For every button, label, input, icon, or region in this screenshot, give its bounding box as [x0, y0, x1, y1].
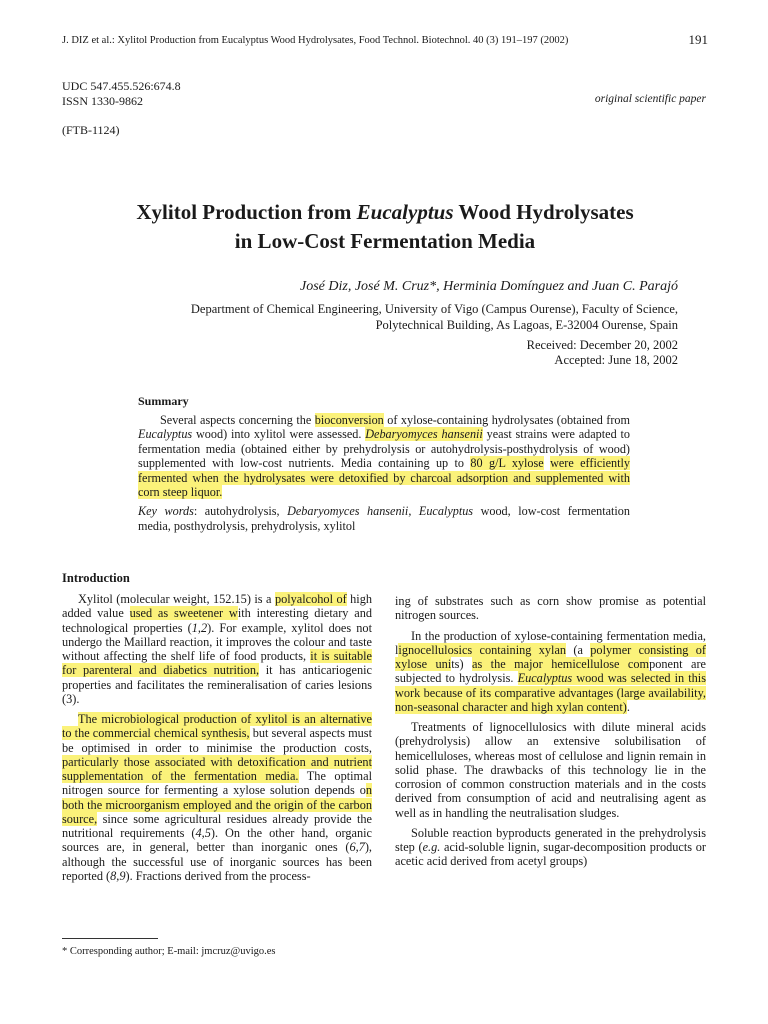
footnote: * Corresponding author; E-mail: jmcruz@uvigo.es	[62, 946, 276, 957]
highlight: used as sweetener w	[129, 606, 238, 621]
paragraph: Xylitol (molecular weight, 152.15) is a polyalcohol of high added value used as sweetener with interesting dietary and technological properties (1,2). For example, xylitol does not undergo the Maillard reaction, it improves the colour and taste without affecting the shelf life of food products, it is suitable for parenteral and diabetics nutrition, it has anticariogenic properties and facilitates the remineralisation of caries lesions (3).	[62, 592, 373, 706]
highlight: Eucalyptus wood was selected in this work because of its comparative advantages (large availability, non-seasonal character and high xylan content)	[395, 671, 706, 714]
highlight: were efficiently fermented when the hydrolysates were detoxified by charcoal adsorption and supplemented with corn steep liquor.	[138, 456, 630, 500]
affiliation: Department of Chemical Engineering, University of Vigo (Campus Ourense), Faculty of Science, Polytechnical Building, As Lagoas, E-32004 Ourense, Spain	[190, 302, 678, 332]
column-left	[62, 592, 372, 889]
keywords: Key words: autohydrolysis, Debaryomyces hansenii, Eucalyptus wood, low-cost fermentation media, posthydrolysis, prehydrolysis, xylitol	[138, 504, 630, 533]
summary-text: Several aspects concerning the bioconversion of xylose-containing hydrolysates (obtained from Eucalyptus wood) into xylitol were assessed. Debaryomyces hansenii yeast strains were adapted to fermentation media (obtained either by prehydrolysis or autohydrolysis-posthydrolysis of wood) supplemented with low-cost nutrients. Media containing up to 80 g/L xylose were efficiently fermented when the hydrolysates were detoxified by charcoal adsorption and supplemented with corn steep liquor.	[138, 413, 630, 500]
column-right	[395, 594, 706, 875]
page-number: 191	[688, 32, 708, 47]
highlight: as the major hemicellulose com	[471, 657, 650, 671]
highlight: polyalcohol of	[274, 592, 347, 606]
accepted-date: Accepted: June 18, 2002	[554, 353, 678, 367]
running-head-text: J. DIZ et al.: Xylitol Production from Eucalyptus Wood Hydrolysates, Food Technol. Biotechnol. 40 (3) 191–197 (2002)	[62, 35, 569, 46]
running-head	[62, 32, 708, 47]
title-line-1: Xylitol Production from Eucalyptus Wood Hydrolysates	[136, 200, 634, 224]
footnote-rule	[62, 938, 158, 939]
received-date: Received: December 20, 2002	[526, 338, 678, 352]
paper-type: original scientific paper	[594, 93, 706, 105]
issn: ISSN 1330-9862	[62, 94, 144, 108]
highlight: it is suitable for parenteral and diabetics nutrition,	[62, 649, 372, 678]
section-heading-introduction: Introduction	[62, 571, 130, 585]
highlight: 80 g/L xylose	[470, 456, 544, 471]
highlight: The microbiological production of xylitol is an alternative to the commercial chemical synthesis,	[62, 712, 372, 741]
udc-code: UDC 547.455.526:674.8	[62, 79, 181, 93]
paragraph: The microbiological production of xylitol is an alternative to the commercial chemical synthesis, but several aspects must be optimised in order to minimise the production costs, particularly those associated with detoxification and nutrient supplementation of the fermentation media. The optimal nitrogen source for fermenting a xylose solution depends on both the microorganism employed and the origin of the carbon source, since some agricultural residues already provide the nutritional requirements (4,5). On the other hand, organic sources are, in general, better than inorganic ones (6,7), although the successful use of inorganic sources has been reported (8,9). Fractions derived from the process-	[62, 712, 372, 883]
highlight: ignocellulosics containing xylan	[398, 642, 567, 657]
highlight: polymer consisting of xylose uni	[395, 642, 706, 671]
summary-heading: Summary	[138, 394, 189, 408]
authors: José Diz, José M. Cruz*, Herminia Domínguez and Juan C. Parajó	[300, 279, 678, 294]
paragraph: Treatments of lignocellulosics with dilute mineral acids (prehydrolysis) allow an extensive solubilisation of hemicelluloses, whereas most of cellulose and lignin remain in solid phase. The drawbacks of this technology lie in the corrosion of common construction materials and in the costs derived from consumption of acid and neutralising agent as well as in handling the neutralisation sludges.	[395, 720, 706, 820]
highlight: Debaryomyces hansenii	[365, 427, 483, 442]
paragraph: In the production of xylose-containing fermentation media, lignocellulosics containing xylan (a polymer consisting of xylose units) as the major hemicellulose component are subjected to hydrolysis. Eucalyptus wood was selected in this work because of its comparative advantages (large availability, non-seasonal character and high xylan content).	[395, 628, 706, 714]
ftb-code: (FTB-1124)	[62, 123, 120, 137]
title-line-2: in Low-Cost Fermentation Media	[234, 229, 536, 253]
highlight: particularly those associated with detoxification and nutrient supplementation of the fermentation media.	[62, 754, 372, 783]
paragraph: ing of substrates such as corn show promise as potential nitrogen sources.	[395, 594, 706, 623]
dates	[138, 338, 678, 368]
highlight: bioconversion	[314, 413, 384, 427]
paper-title	[62, 198, 708, 256]
paragraph: Soluble reaction byproducts generated in the prehydrolysis step (e.g. acid-soluble lignin, sugar-decomposition products or acetic acid derived from acetyl groups)	[395, 825, 706, 869]
highlight: n both the microorganism employed and the origin of the carbon source,	[62, 783, 372, 826]
